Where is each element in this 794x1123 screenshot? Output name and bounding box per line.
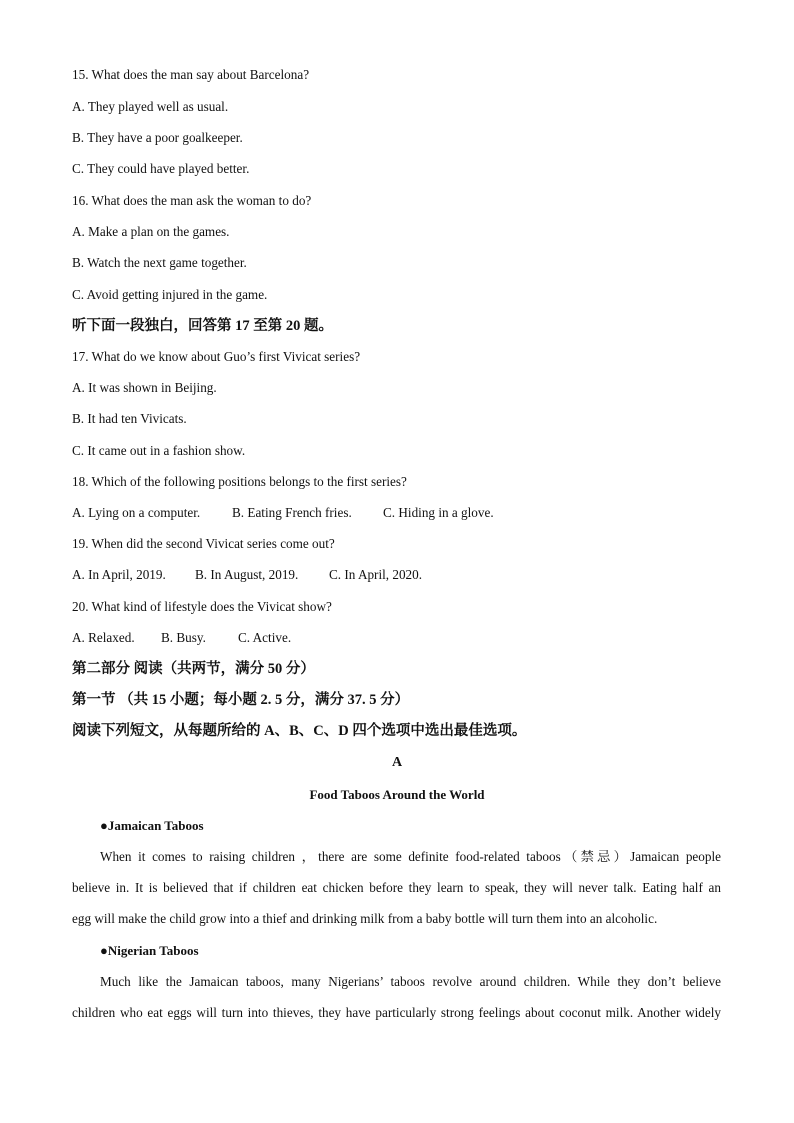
question-18-option-b: B. Eating French fries. [232,505,352,520]
question-15-option-c: C. They could have played better. [72,161,250,176]
question-17-stem: 17. What do we know about Guo’s first Vivicat series? [72,349,361,364]
question-20-option-c: C. Active. [238,630,292,645]
question-15-option-a: A. They played well as usual. [72,99,229,114]
question-20-option-b: B. Busy. [161,630,206,645]
question-16-stem: 16. What does the man ask the woman to do? [72,193,312,208]
reading-instruction: 阅读下列短文，从每题所给的 A、B、C、D 四个选项中选出最佳选项。 [72,723,527,739]
jamaican-paragraph-line-3: egg will make the child grow into a thief and drinking milk from a baby bottle will turn them into an alcoholic. [72,911,658,926]
question-17-option-a: A. It was shown in Beijing. [72,380,217,395]
question-20-option-a: A. Relaxed. [72,630,135,645]
question-18-option-c: C. Hiding in a glove. [383,505,494,520]
question-15-option-b: B. They have a poor goalkeeper. [72,130,243,145]
question-19-options [72,566,422,584]
section-monologue-heading: 听下面一段独白，回答第 17 至第 20 题。 [72,318,333,334]
jamaican-paragraph-line-1: When it comes to raising children ，there are some definite food-related taboos（禁忌）Jamaican people [100,849,721,864]
question-16-option-a: A. Make a plan on the games. [72,224,230,239]
question-20-options [72,629,291,647]
section-one-title: 第一节 （共 15 小题；每小题 2. 5 分，满分 37. 5 分） [72,692,410,708]
nigerian-paragraph-line-1: Much like the Jamaican taboos, many Nigerians’ taboos revolve around children. While they don’t believe [100,974,721,989]
nigerian-taboos-heading: ●Nigerian Taboos [100,943,199,958]
question-16-option-c: C. Avoid getting injured in the game. [72,287,268,302]
part-two-title: 第二部分 阅读（共两节，满分 50 分） [72,661,315,677]
question-18-option-a: A. Lying on a computer. [72,505,201,520]
question-15-stem: 15. What does the man say about Barcelona? [72,67,310,82]
nigerian-paragraph-line-2: children who eat eggs will turn into thieves, they have particularly strong feelings about coconut milk. Another widely [72,1005,721,1020]
question-17-option-c: C. It came out in a fashion show. [72,443,246,458]
question-16-option-b: B. Watch the next game together. [72,255,247,270]
jamaican-paragraph-line-2: believe in. It is believed that if children eat chicken before they learn to speak, they will never talk. Eating half an [72,880,721,895]
passage-letter: A [391,755,403,770]
question-19-option-a: A. In April, 2019. [72,567,166,582]
question-19-stem: 19. When did the second Vivicat series come out? [72,536,335,551]
question-18-options [72,504,494,522]
question-17-option-b: B. It had ten Vivicats. [72,411,187,426]
question-19-option-b: B. In August, 2019. [195,567,299,582]
question-18-stem: 18. Which of the following positions belongs to the first series? [72,474,407,489]
passage-title: Food Taboos Around the World [309,787,485,802]
question-20-stem: 20. What kind of lifestyle does the Vivicat show? [72,599,332,614]
question-19-option-c: C. In April, 2020. [329,567,423,582]
jamaican-taboos-heading: ●Jamaican Taboos [100,818,204,833]
